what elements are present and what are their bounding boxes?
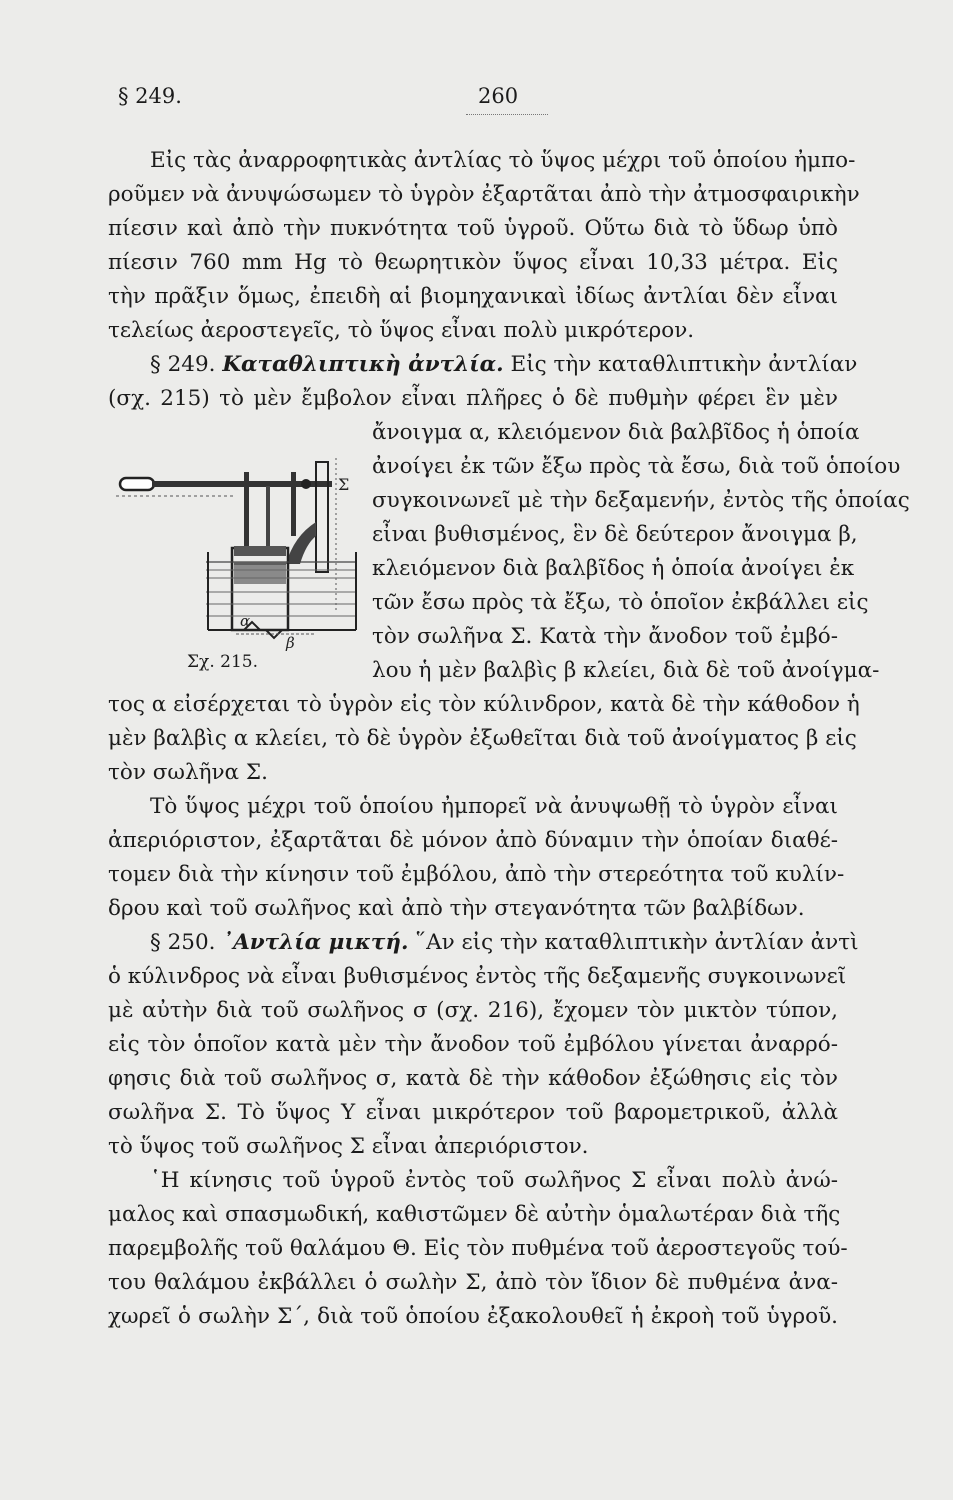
figure-215 <box>116 452 366 680</box>
page-number: 260 <box>478 84 519 108</box>
text-line: τὴν πρᾶξιν ὅμως, ἐπειδὴ αἱ βιομηχανικαὶ ἰδίως ἀντλίαι δὲν εἶναι <box>108 284 838 309</box>
text-line: κλειόμενον διὰ βαλβῖδος ἡ ὁποία ἀνοίγει ἐκ <box>372 556 855 581</box>
section-249-title: Καταθλιπτικὴ ἀντλία. <box>222 352 504 377</box>
text-line: μὲ αὐτὴν διὰ τοῦ σωλῆνος σ (σχ. 216), ἔχομεν τὸν μικτὸν τύπον, <box>108 998 838 1023</box>
force-pump-diagram <box>116 452 366 652</box>
figure-label-beta: β <box>286 634 295 652</box>
text-line: (σχ. 215) τὸ μὲν ἔμβολον εἶναι πλῆρες ὁ δὲ πυθμὴν φέρει ἓν μὲν <box>108 386 838 411</box>
figure-caption: Σχ. 215. <box>187 652 258 672</box>
text-line: μὲν βαλβὶς α κλείει, τὸ δὲ ὑγρὸν ἐξωθεῖται διὰ τοῦ ἀνοίγματος β εἰς <box>108 726 857 751</box>
text-line: ροῦμεν νὰ ἀνυψώσωμεν τὸ ὑγρὸν ἐξαρτᾶται ἀπὸ τὴν ἀτμοσφαιρικὴν <box>108 182 860 207</box>
text-line: πίεσιν 760 mm Hg τὸ θεωρητικὸν ὕψος εἶναι 10,33 μέτρα. Εἰς <box>108 250 838 275</box>
text-line: πίεσιν καὶ ἀπὸ τὴν πυκνότητα τοῦ ὑγροῦ. Οὕτω διὰ τὸ ὕδωρ ὑπὸ <box>108 216 838 241</box>
page-header <box>118 84 858 124</box>
text-line: ὁ κύλινδρος νὰ εἶναι βυθισμένος ἐντὸς τῆς δεξαμενῆς συγκοινωνεῖ <box>108 964 847 989</box>
text-line: Τὸ ὕψος μέχρι τοῦ ὁποίου ἠμπορεῖ νὰ ἀνυψωθῇ τὸ ὑγρὸν εἶναι <box>150 794 838 819</box>
section-249-line <box>150 348 858 382</box>
text-line: Εἰς τὰς ἀναρροφητικὰς ἀντλίας τὸ ὕψος μέχρι τοῦ ὁποίου ἠμπο- <box>150 148 856 173</box>
section-250-text: ῞Αν εἰς τὴν καταθλιπτικὴν ἀντλίαν ἀντὶ <box>415 930 859 955</box>
text-line: τελείως ἀεροστεγεῖς, τὸ ὕψος εἶναι πολὺ μικρότερον. <box>108 318 695 343</box>
text-line: συγκοινωνεῖ μὲ τὴν δεξαμενήν, ἐντὸς τῆς ὁποίας <box>372 488 910 513</box>
text-line: φησις διὰ τοῦ σωλῆνος σ, κατὰ δὲ τὴν κάθοδον ἐξώθησις εἰς τὸν <box>108 1066 838 1091</box>
text-line: μαλος καὶ σπασμωδική, καθιστῶμεν δὲ αὐτὴν ὁμαλωτέραν διὰ τῆς <box>108 1202 841 1227</box>
text-line: τὸν σωλῆνα Σ. Κατὰ τὴν ἄνοδον τοῦ ἐμβό- <box>372 624 838 649</box>
text-line: εἶναι βυθισμένος, ἓν δὲ δεύτερον ἄνοιγμα β, <box>372 522 858 547</box>
text-line: δρου καὶ τοῦ σωλῆνος καὶ ἀπὸ τὴν στεγανότητα τῶν βαλβίδων. <box>108 896 805 921</box>
text-line: λου ἡ μὲν βαλβὶς β κλείει, διὰ δὲ τοῦ ἀνοίγμα- <box>372 658 880 683</box>
text-line: τῶν ἔσω πρὸς τὰ ἔξω, τὸ ὁποῖον ἐκβάλλει εἰς <box>372 590 869 615</box>
section-250-line <box>150 926 859 960</box>
text-line: τομεν διὰ τὴν κίνησιν τοῦ ἐμβόλου, ἀπὸ τὴν στερεότητα τοῦ κυλίν- <box>108 862 845 887</box>
running-section: § 249. <box>118 84 182 108</box>
section-249-text: Εἰς τὴν καταθλιπτικὴν ἀντλίαν <box>510 352 858 377</box>
figure-label-sigma: Σ <box>338 475 350 494</box>
text-line: εἰς τὸν ὁποῖον κατὰ μὲν τὴν ἄνοδον τοῦ ἐμβόλου γίνεται ἀναρρό- <box>108 1032 838 1057</box>
text-line: τὸν σωλῆνα Σ. <box>108 760 268 785</box>
text-line: ῾Η κίνησις τοῦ ὑγροῦ ἐντὸς τοῦ σωλῆνος Σ εἶναι πολὺ ἀνώ- <box>150 1168 838 1193</box>
section-250-number: § 250. <box>150 930 216 955</box>
text-line: σωλῆνα Σ. Τὸ ὕψος Υ εἶναι μικρότερον τοῦ βαρομετρικοῦ, ἀλλὰ <box>108 1100 838 1125</box>
text-line: τὸ ὕψος τοῦ σωλῆνος Σ εἶναι ἀπεριόριστον. <box>108 1134 589 1159</box>
text-line: χωρεῖ ὁ σωλὴν Σ΄, διὰ τοῦ ὁποίου ἐξακολουθεῖ ἡ ἐκροὴ τοῦ ὑγροῦ. <box>108 1304 838 1329</box>
section-250-title: ᾿Αντλία μικτή. <box>222 930 409 955</box>
text-line: παρεμβολῆς τοῦ θαλάμου Θ. Εἰς τὸν πυθμένα τοῦ ἀεροστεγοῦς τού- <box>108 1236 848 1261</box>
header-rule <box>466 114 548 115</box>
section-249-number: § 249. <box>150 352 216 377</box>
text-line: ἀνοίγει ἐκ τῶν ἔξω πρὸς τὰ ἔσω, διὰ τοῦ ὁποίου <box>372 454 901 479</box>
text-line: του θαλάμου ἐκβάλλει ὁ σωλὴν Σ, ἀπὸ τὸν ἴδιον δὲ πυθμένα ἀνα- <box>108 1270 838 1295</box>
text-line: ἀπεριόριστον, ἐξαρτᾶται δὲ μόνον ἀπὸ δύναμιν τὴν ὁποίαν διαθέ- <box>108 828 838 853</box>
figure-label-alpha: α <box>240 612 251 630</box>
text-line: τος α εἰσέρχεται τὸ ὑγρὸν εἰς τὸν κύλινδρον, κατὰ δὲ τὴν κάθοδον ἡ <box>108 692 860 717</box>
text-line: ἄνοιγμα α, κλειόμενον διὰ βαλβῖδος ἡ ὁποία <box>372 420 860 445</box>
